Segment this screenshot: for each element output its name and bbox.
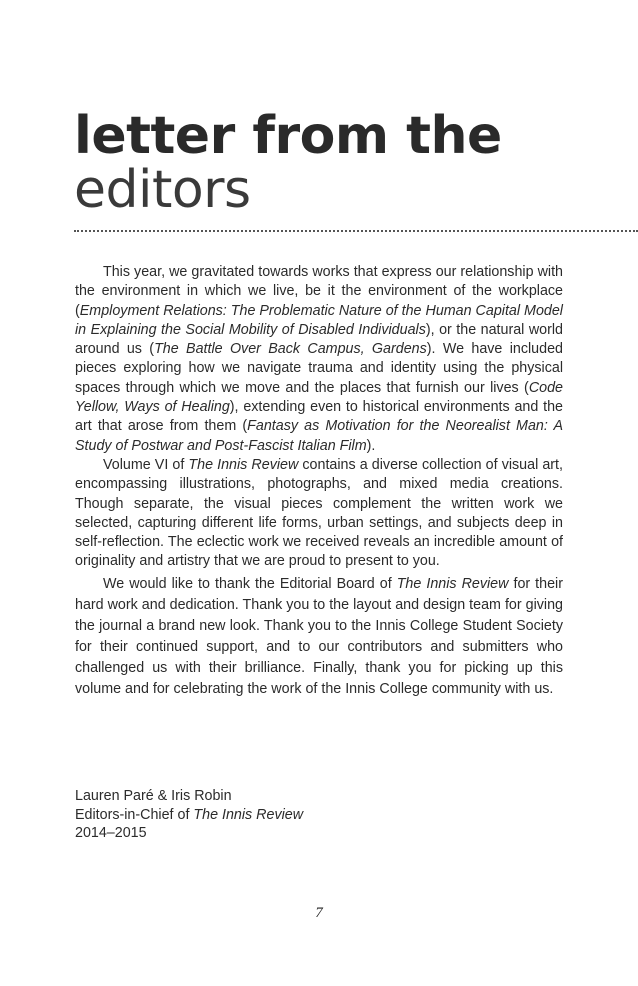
- text-run: ). We have included pieces exploring how we navigate trauma and identity using the physical spaces through which we move and the places that furnish our lives (: [75, 341, 563, 396]
- paragraph-3: [75, 574, 563, 700]
- title-line-light: editors: [74, 160, 251, 220]
- signature-block: [75, 787, 303, 843]
- dotted-divider: [74, 230, 638, 232]
- editor-names: Lauren Paré & Iris Robin: [75, 788, 232, 804]
- letter-body: [75, 263, 563, 700]
- editor-role: [75, 806, 303, 825]
- italic-title-run: The Innis Review: [396, 575, 509, 592]
- italic-title-run: Fantasy as Motivation for the Neorealist Man: A Study of Postwar and Post-Fascist Italian Film: [75, 418, 563, 454]
- editor-role-prefix: Editors-in-Chief of: [75, 806, 194, 823]
- italic-title-run: The Innis Review: [188, 456, 299, 473]
- title-line-bold: letter from the: [74, 106, 502, 166]
- italic-title-run: The Battle Over Back Campus, Gardens: [154, 341, 427, 358]
- text-run: for their hard work and dedication. Thank you to the layout and design team for giving the journal a brand new look. Thank you to the Innis College Student Society for their continued support, and to our contributors and submitters who challenged us with their brilliance. Finally, thank you for picking up this volume and for celebrating the work of the Innis College community with us.: [75, 575, 563, 697]
- page-number: 7: [315, 905, 323, 921]
- text-run: ), extending even to historical environments and the art that arose from them (: [75, 399, 563, 435]
- editor-years: 2014–2015: [75, 825, 147, 841]
- text-run: contains a diverse collection of visual art, encompassing illustrations, photographs, and mixed media creations. Though separate, the visual pieces complement the written work we selected, capturing different life forms, urban settings, and subjects deep in self-reflection. The eclectic work we received reveals an incredible amount of originality and artistry that we are proud to present to you.: [75, 456, 563, 570]
- publication-name: The Innis Review: [193, 806, 304, 823]
- italic-title-run: Employment Relations: The Problematic Nature of the Human Capital Model in Explaining the Social Mobility of Disabled Individuals: [75, 302, 563, 338]
- text-run: ).: [366, 437, 376, 454]
- italic-title-run: Code Yellow, Ways of Healing: [75, 379, 563, 416]
- text-run: This year, we gravitated towards works that express our relationship with the environment in which we live, be it the environment of the workplace (: [75, 264, 563, 319]
- paragraph-1: [75, 263, 563, 456]
- text-run: We would like to thank the Editorial Board of: [103, 575, 397, 592]
- paragraph-2: [75, 456, 563, 572]
- text-run: Volume VI of: [103, 456, 189, 473]
- text-run: ), or the natural world around us (: [75, 321, 563, 358]
